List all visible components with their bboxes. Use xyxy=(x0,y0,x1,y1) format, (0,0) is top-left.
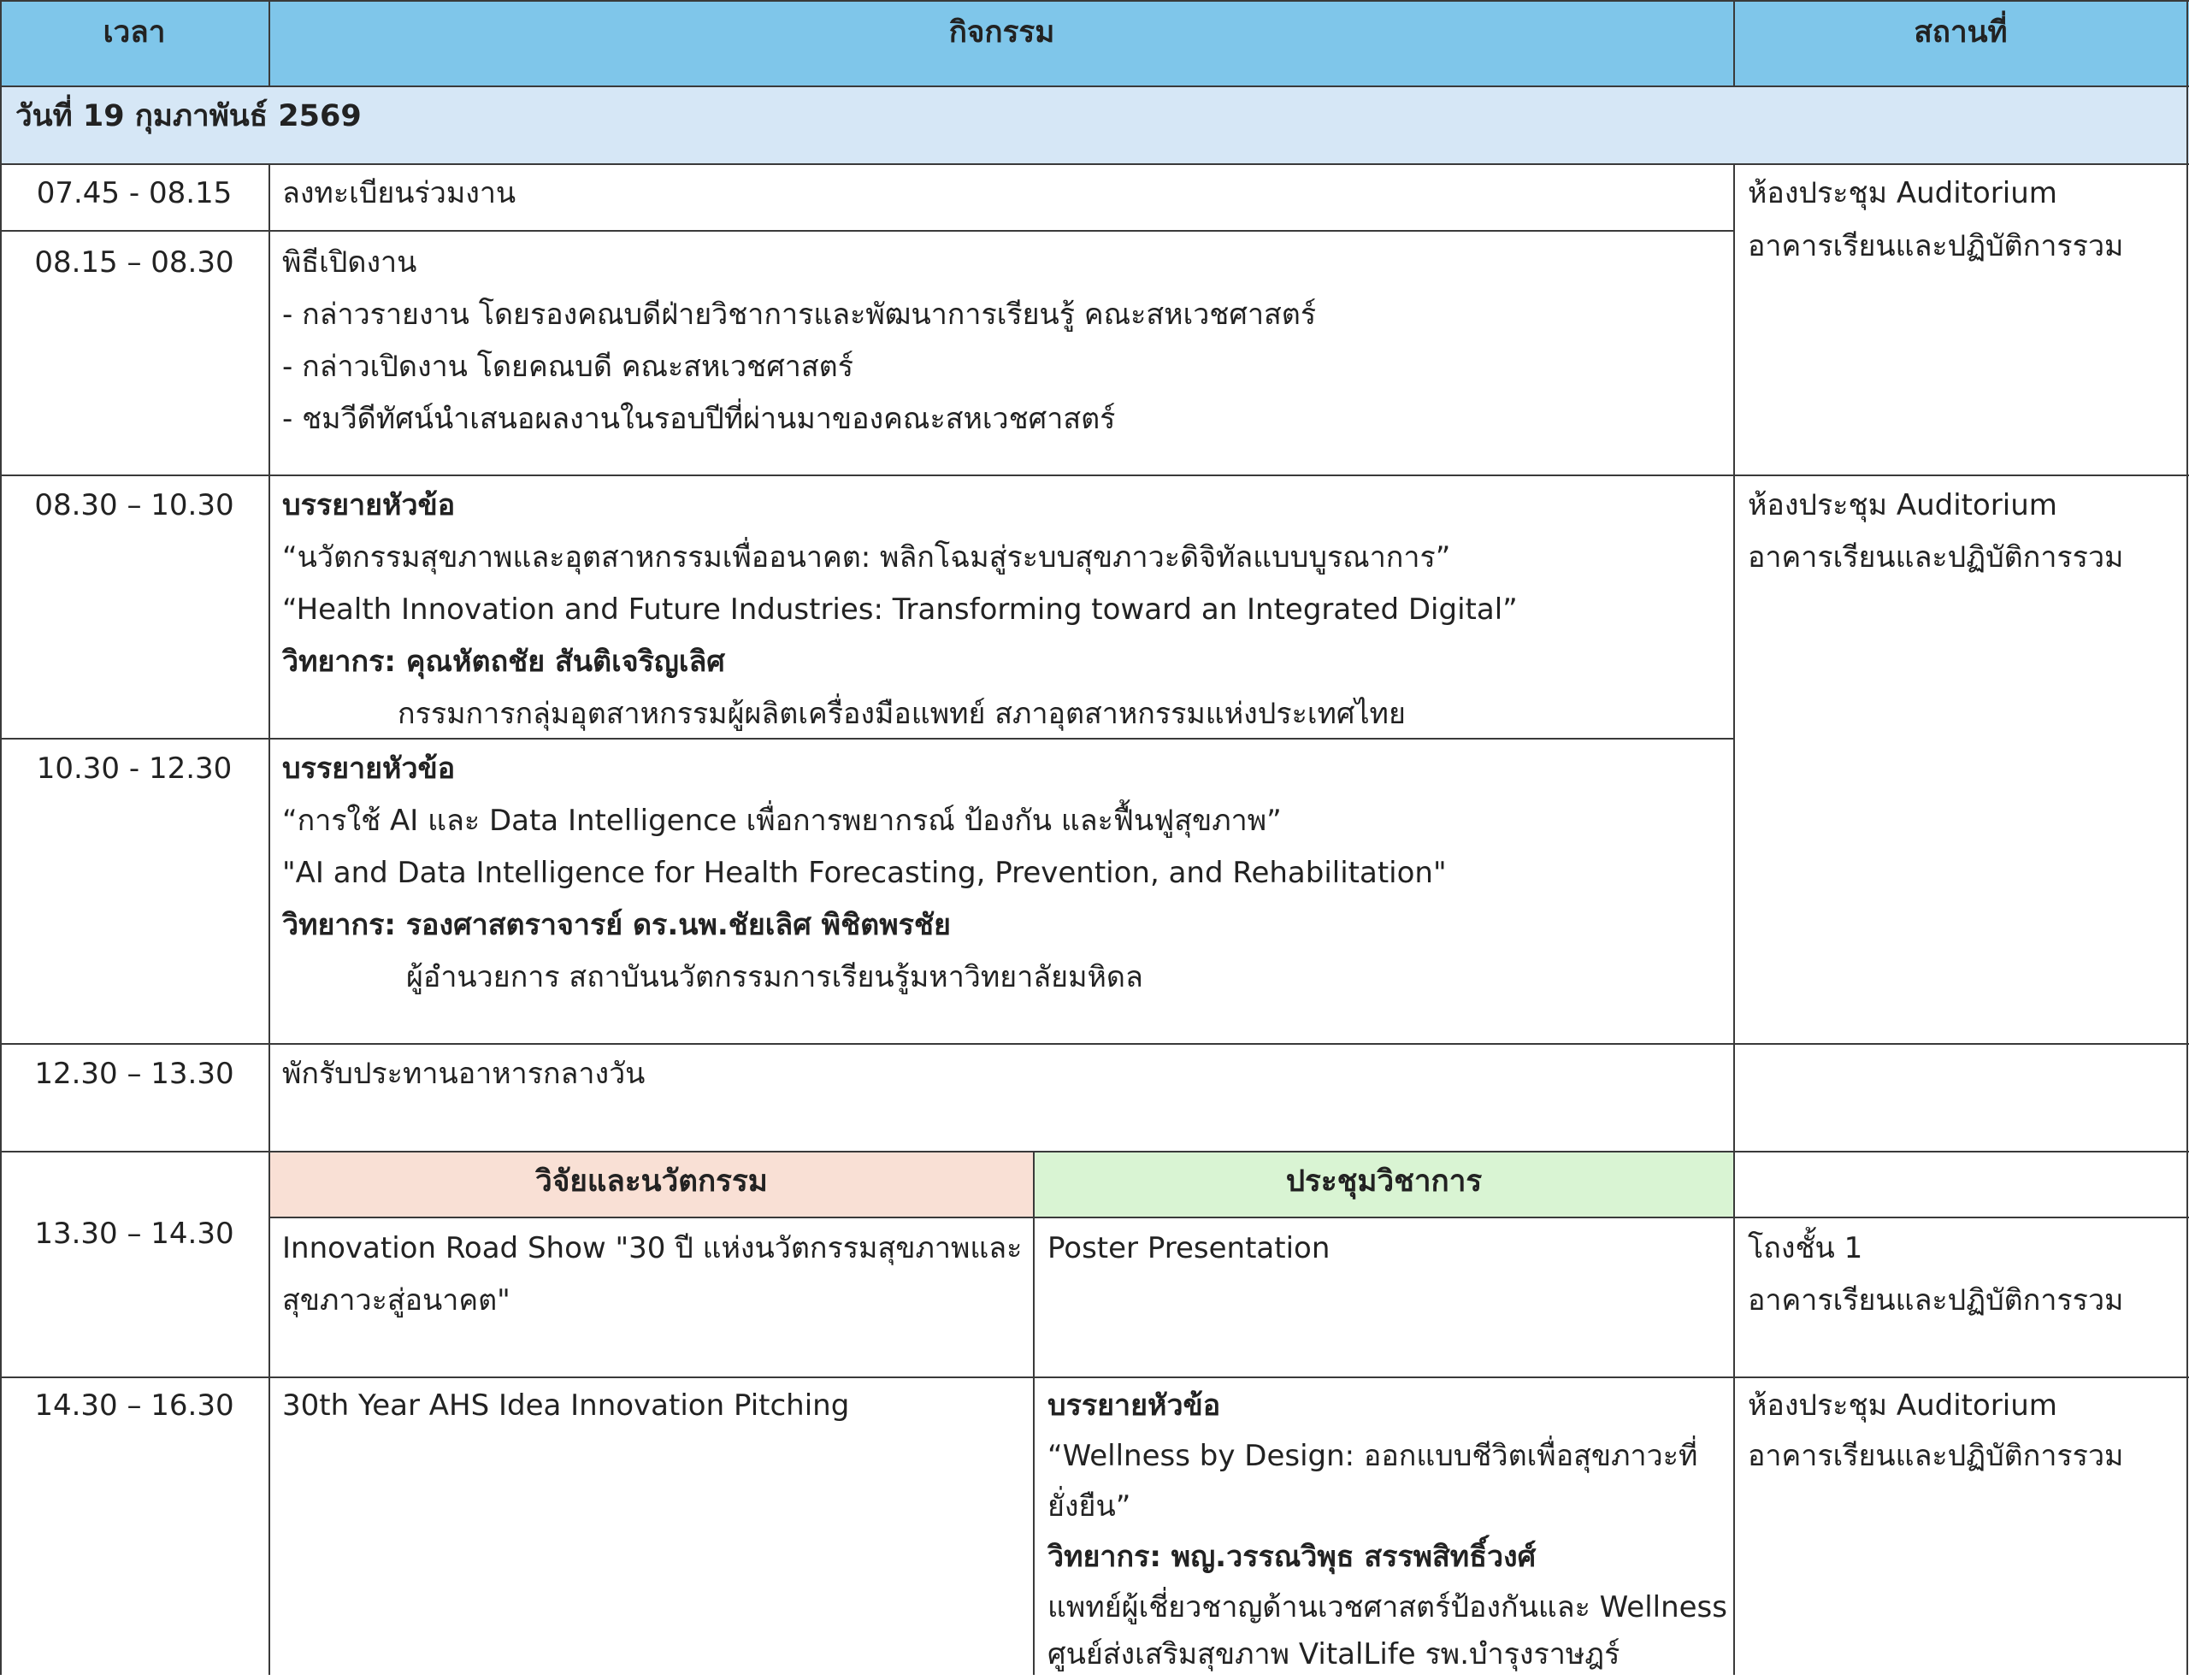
track-research-label: วิจัยและนวัตกรรม xyxy=(535,1164,768,1199)
divider xyxy=(0,1043,2189,1045)
divider xyxy=(0,0,2189,2)
header-venue: สถานที่ xyxy=(1914,15,2008,50)
activity-lunch: พักรับประทานอาหารกลางวัน xyxy=(282,1057,646,1091)
divider xyxy=(0,1151,2189,1152)
venue-auditorium-line1: ห้องประชุม Auditorium xyxy=(1748,176,2057,210)
divider xyxy=(0,163,2189,165)
opening-item: - ชมวีดีทัศน์นำเสนอผลงานในรอบปีที่ผ่านมาของคณะสหเวชศาสตร์ xyxy=(282,402,1116,436)
time-afternoon2: 14.30 – 16.30 xyxy=(34,1388,234,1423)
lecture1-title-en: “Health Innovation and Future Industries: Transforming toward an Integrated Digital” xyxy=(282,592,1518,627)
afternoon2-position-line2: ศูนย์ส่งเสริมสุขภาพ VitalLife รพ.บำรุงราษฎร์ xyxy=(1047,1637,1620,1671)
time-registration: 07.45 - 08.15 xyxy=(36,176,233,210)
divider xyxy=(1033,1151,1035,1675)
opening-title: พิธีเปิดงาน xyxy=(282,245,417,280)
lecture2-title-th: “การใช้ AI และ Data Intelligence เพื่อการพยากรณ์ ป้องกัน และฟื้นฟูสุขภาพ” xyxy=(282,804,1282,838)
divider xyxy=(269,1217,2189,1218)
divider xyxy=(0,475,2189,476)
venue-hall-line2: อาคารเรียนและปฏิบัติการรวม xyxy=(1748,1283,2124,1317)
time-afternoon1: 13.30 – 14.30 xyxy=(34,1217,234,1251)
track-academic-label: ประชุมวิชาการ xyxy=(1285,1164,1483,1199)
divider xyxy=(2186,0,2188,1675)
poster-presentation: Poster Presentation xyxy=(1047,1231,1331,1265)
afternoon2-title-line1: “Wellness by Design: ออกแบบชีวิตเพื่อสุขภาวะที่ xyxy=(1047,1439,1698,1473)
opening-item: - กล่าวเปิดงาน โดยคณบดี คณะสหเวชศาสตร์ xyxy=(282,350,853,384)
lecture1-position: กรรมการกลุ่มอุตสาหกรรมผู้ผลิตเครื่องมือแพทย์ สภาอุตสาหกรรมแห่งประเทศไทย xyxy=(398,697,1406,731)
divider xyxy=(268,163,270,1675)
afternoon2-title-line2: ยั่งยืน” xyxy=(1047,1489,1131,1524)
afternoon2-label: บรรยายหัวข้อ xyxy=(1047,1388,1221,1423)
time-lecture2: 10.30 - 12.30 xyxy=(36,752,233,786)
lecture2-position: ผู้อำนวยการ สถาบันนวัตกรรมการเรียนรู้มหาวิทยาลัยมหิดล xyxy=(406,960,1143,994)
lecture2-title-en: "AI and Data Intelligence for Health Forecasting, Prevention, and Rehabilitation" xyxy=(282,856,1447,890)
date-label: วันที่ 19 กุมภาพันธ์ 2569 xyxy=(15,99,362,133)
venue-hall-line1: โถงชั้น 1 xyxy=(1748,1231,1863,1265)
lecture2-label: บรรยายหัวข้อ xyxy=(282,752,456,786)
roadshow-line2: สุขภาวะสู่อนาคต" xyxy=(282,1283,510,1317)
divider xyxy=(0,230,1734,232)
time-lunch: 12.30 – 13.30 xyxy=(34,1057,234,1091)
time-opening: 08.15 – 08.30 xyxy=(34,245,234,280)
venue-auditorium-line2: อาคารเรียนและปฏิบัติการรวม xyxy=(1748,1439,2124,1473)
divider xyxy=(0,1376,2189,1378)
venue-auditorium-line2: อาคารเรียนและปฏิบัติการรวม xyxy=(1748,540,2124,575)
opening-item: - กล่าวรายงาน โดยรองคณบดีฝ่ายวิชาการและพัฒนาการเรียนรู้ คณะสหเวชศาสตร์ xyxy=(282,298,1317,332)
lecture2-speaker: วิทยากร: รองศาสตราจารย์ ดร.นพ.ชัยเลิศ พิชิตพรชัย xyxy=(282,908,951,942)
activity-registration: ลงทะเบียนร่วมงาน xyxy=(282,176,516,210)
venue-auditorium-line1: ห้องประชุม Auditorium xyxy=(1748,1388,2057,1423)
time-lecture1: 08.30 – 10.30 xyxy=(34,488,234,522)
lecture1-title-th: “นวัตกรรมสุขภาพและอุตสาหกรรมเพื่ออนาคต: พลิกโฉมสู่ระบบสุขภาวะดิจิทัลแบบบูรณาการ” xyxy=(282,540,1451,575)
header-time: เวลา xyxy=(103,15,166,50)
header-activity: กิจกรรม xyxy=(948,15,1055,50)
lecture1-speaker: วิทยากร: คุณหัตถชัย สันติเจริญเลิศ xyxy=(282,645,725,679)
divider xyxy=(0,85,2189,87)
venue-auditorium-line2: อาคารเรียนและปฏิบัติการรวม xyxy=(1748,229,2124,263)
afternoon2-position-line1: แพทย์ผู้เชี่ยวชาญด้านเวชศาสตร์ป้องกันและ Wellness xyxy=(1047,1590,1727,1624)
lecture1-label: บรรยายหัวข้อ xyxy=(282,488,456,522)
afternoon2-speaker: วิทยากร: พญ.วรรณวิพุธ สรรพสิทธิ์วงศ์ xyxy=(1047,1540,1537,1574)
venue-auditorium-line1: ห้องประชุม Auditorium xyxy=(1748,488,2057,522)
divider xyxy=(1733,163,1735,1675)
roadshow-line1: Innovation Road Show "30 ปี แห่งนวัตกรรมสุขภาพและ xyxy=(282,1231,1023,1265)
pitching: 30th Year AHS Idea Innovation Pitching xyxy=(282,1388,850,1423)
